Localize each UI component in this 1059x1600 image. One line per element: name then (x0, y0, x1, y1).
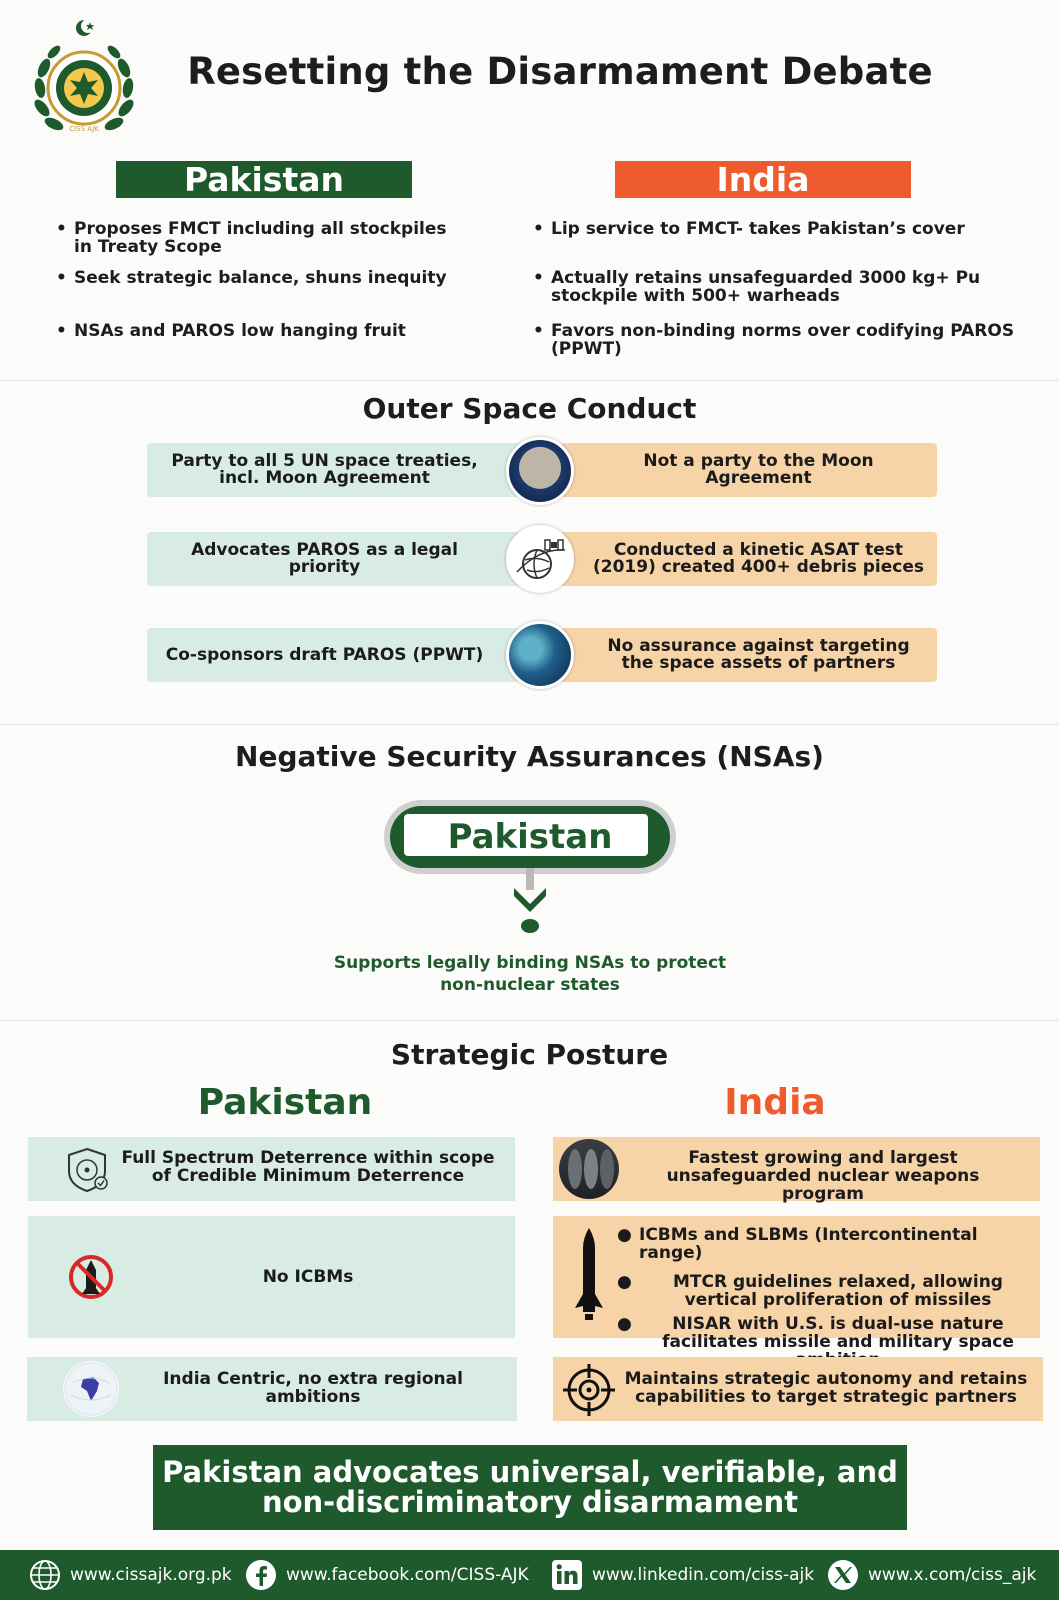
india-point: • Actually retains unsafeguarded 3000 kg+ Pu stockpile with 500+ warheads (533, 268, 981, 306)
svg-text:CISS AJK: CISS AJK (69, 125, 99, 133)
space-india-cell: Conducted a kinetic ASAT test (2019) created 400+ debris pieces (560, 532, 937, 586)
pakistan-point: • Proposes FMCT including all stockpiles in Treaty Scope (56, 219, 447, 257)
pakistan-banner: Pakistan (116, 161, 412, 198)
footer-website-link[interactable]: www.cissajk.org.pk (28, 1550, 232, 1600)
posture-pakistan-heading: Pakistan (197, 1082, 373, 1123)
facebook-icon (244, 1558, 278, 1592)
india-point: • Lip service to FMCT- takes Pakistan’s cover (533, 219, 965, 239)
no-missile-icon (66, 1252, 116, 1306)
nsa-title: Negative Security Assurances (NSAs) (235, 740, 824, 773)
footer-linkedin-link[interactable]: www.linkedin.com/ciss-ajk (550, 1550, 814, 1600)
posture-india-item (553, 1216, 1040, 1352)
space-india-cell: No assurance against targeting the space assets of partners (560, 628, 937, 682)
nsa-description: Supports legally binding NSAs to protect non-nuclear states (333, 953, 727, 995)
posture-india-item (553, 1137, 1040, 1204)
missile-icon (573, 1224, 605, 1328)
linkedin-icon (550, 1558, 584, 1592)
posture-pakistan-text: Full Spectrum Deterrence within scope of Credible Minimum Deterrence (121, 1148, 495, 1186)
section-divider (0, 380, 1059, 381)
arrow-down-icon (506, 868, 554, 938)
posture-india-text: Fastest growing and largest unsafeguarded nuclear weapons program (666, 1148, 980, 1204)
space-pakistan-cell: Party to all 5 UN space treaties, incl. Moon Agreement (147, 443, 522, 497)
globe-icon (28, 1558, 62, 1592)
posture-pakistan-text: No ICBMs (262, 1267, 354, 1287)
space-india-cell: Not a party to the Moon Agreement (560, 443, 937, 497)
page-title: Resetting the Disarmament Debate (187, 50, 933, 93)
section-divider (0, 724, 1059, 725)
pakistan-point: • Seek strategic balance, shuns inequity (56, 268, 447, 288)
satellite-globe-icon (506, 525, 574, 593)
x-icon (826, 1558, 860, 1592)
pakistan-point: • NSAs and PAROS low hanging fruit (56, 321, 406, 341)
posture-pakistan-text: India Centric, no extra regional ambitions (163, 1369, 463, 1407)
globe-map-icon (63, 1361, 119, 1417)
posture-pakistan-item (28, 1216, 515, 1338)
earth-orbit-icon (506, 621, 574, 689)
closing-statement: Pakistan advocates universal, verifiable, and non-discriminatory disarmament (153, 1445, 907, 1530)
footer-x-link[interactable]: www.x.com/ciss_ajk (826, 1550, 1036, 1600)
posture-pakistan-item (27, 1357, 517, 1421)
shield-nuclear-icon (63, 1145, 113, 1199)
moon-icon (506, 437, 574, 505)
posture-india-text: Maintains strategic autonomy and retains capabilities to target strategic partners (624, 1369, 1028, 1407)
crosshair-icon (563, 1364, 615, 1420)
list-item: ● ICBMs and SLBMs (Intercontinental range) (617, 1225, 978, 1263)
outer-space-title: Outer Space Conduct (362, 392, 697, 425)
space-pakistan-cell: Advocates PAROS as a legal priority (147, 532, 522, 586)
posture-india-heading: India (724, 1082, 826, 1123)
india-point: • Favors non-binding norms over codifying PAROS (PPWT) (533, 321, 1015, 359)
nsa-badge-label: Pakistan (447, 817, 613, 857)
list-item: ● MTCR guidelines relaxed, allowing vertical proliferation of missiles (617, 1272, 1003, 1310)
footer-facebook-link[interactable]: www.facebook.com/CISS-AJK (244, 1550, 529, 1600)
posture-india-bullets (617, 1226, 1037, 1369)
footer (0, 1550, 1059, 1600)
ciss-logo (26, 18, 142, 140)
posture-title: Strategic Posture (390, 1038, 669, 1071)
list-item: ● NISAR with U.S. is dual-use nature facilitates missile and military space (617, 1314, 1014, 1352)
space-pakistan-cell: Co-sponsors draft PAROS (PPWT) (147, 628, 522, 682)
section-divider (0, 1020, 1059, 1021)
posture-india-item (553, 1357, 1043, 1421)
posture-pakistan-item (28, 1137, 515, 1201)
warheads-icon (559, 1139, 619, 1199)
india-banner: India (615, 161, 911, 198)
